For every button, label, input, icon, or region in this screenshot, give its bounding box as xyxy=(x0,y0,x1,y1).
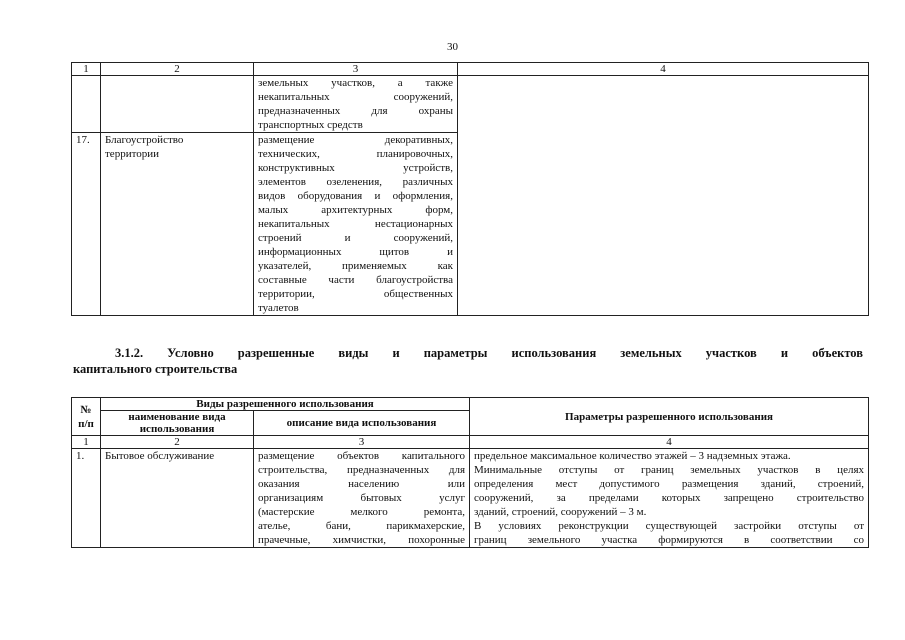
row-use-name: Благоустройство территории xyxy=(101,133,254,316)
table-row-1 xyxy=(72,449,869,548)
header-number: № п/п xyxy=(72,398,101,436)
col-num-3: 3 xyxy=(254,63,458,76)
table-conditional-uses xyxy=(71,397,869,548)
row-parameters: предельное максимальное количество этажей – 3 надземных этажа. Минимальные отступы от границ земельных участков в целях определения мест допустимого размещения зданий, строений, сооружений, за пределами которых запрещено строительство зданий, строений, сооружений – 3 м. В условиях реконструкции существующей застройки отступы от границ земельного участка формируются в соответствии со xyxy=(470,449,869,548)
row-number: 1. xyxy=(72,449,101,548)
header-params: Параметры разрешенного использования xyxy=(470,398,869,436)
col-num-1: 1 xyxy=(72,436,101,449)
page-number: 30 xyxy=(447,41,458,53)
table-continued xyxy=(71,62,869,316)
header-use-name: наименование вида использования xyxy=(101,411,254,436)
col-num-1: 1 xyxy=(72,63,101,76)
header-group: Виды разрешенного использования xyxy=(101,398,470,411)
col-num-4: 4 xyxy=(470,436,869,449)
col-num-2: 2 xyxy=(101,63,254,76)
column-number-row xyxy=(72,63,869,76)
col-num-4: 4 xyxy=(458,63,869,76)
row-number: 17. xyxy=(72,133,101,316)
row-use-description: размещение объектов капитального строительства, предназначенных для оказания населению или организациям бытовых услуг (мастерские мелкого ремонта, ателье, бани, парикмахерские, прачечные, химчистки, похоронные xyxy=(254,449,470,548)
column-number-row xyxy=(72,436,869,449)
row-use-name: Бытовое обслуживание xyxy=(101,449,254,548)
header-row-1 xyxy=(72,398,869,411)
section-heading: 3.1.2. Условно разрешенные виды и параметры использования земельных участков и объектов капитального строительства xyxy=(73,346,863,376)
continuation-description: земельных участков, а также некапитальных сооружений, предназначенных для охраны транспортных средств xyxy=(254,76,458,133)
col-num-3: 3 xyxy=(254,436,470,449)
header-use-description: описание вида использования xyxy=(254,411,470,436)
row-use-description: размещение декоративных, технических, планировочных, конструктивных устройств, элементов озеленения, различных видов оборудования и оформления, малых архитектурных форм, некапитальных нестационарных строений и сооружений, информационных щитов и указателей, применяемых как составные части благоустройства территории, общественных туалетов xyxy=(254,133,458,316)
col-num-2: 2 xyxy=(101,436,254,449)
table-row-continuation xyxy=(72,76,869,133)
